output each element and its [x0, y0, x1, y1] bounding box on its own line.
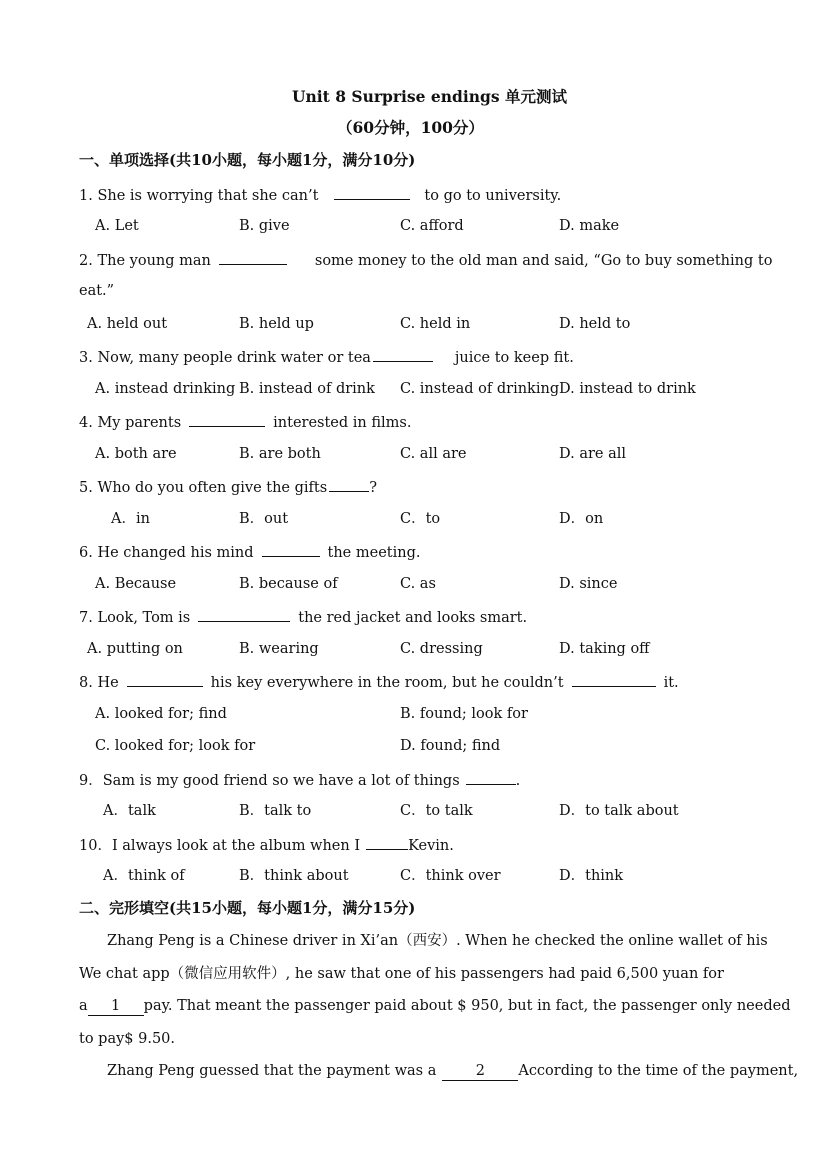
- answer-blank[interactable]: [466, 770, 516, 785]
- answer-blank[interactable]: [127, 672, 203, 687]
- option-a: A. looked for; find: [95, 706, 227, 722]
- question-10-text-end: Kevin.: [408, 838, 454, 854]
- question-5: [79, 477, 377, 497]
- question-4-text-end: interested in films.: [273, 415, 412, 431]
- question-4-text: 4. My parents: [79, 415, 182, 431]
- question-6: [79, 542, 420, 562]
- option-b: B. instead of drink: [239, 381, 375, 397]
- question-7-text: 7. Look, Tom is: [79, 610, 191, 626]
- passage-text: Zhang Peng guessed that the payment was a: [107, 1063, 437, 1079]
- option-c: C. afford: [400, 218, 464, 234]
- question-2: [79, 250, 772, 270]
- option-a: A. instead drinking: [95, 381, 236, 397]
- cloze-blank-2[interactable]: 2: [442, 1062, 518, 1081]
- question-2-text: 2. The young man: [79, 253, 211, 269]
- answer-blank[interactable]: [334, 185, 410, 200]
- option-d: D. found; find: [400, 738, 501, 754]
- cloze-blank-1[interactable]: 1: [88, 997, 144, 1016]
- question-8-text-mid: his key everywhere in the room, but he couldn’t: [210, 675, 564, 691]
- section-1-heading: 一、单项选择(共10小题，每小题1分，满分10分): [79, 151, 416, 169]
- option-a: A. Let: [95, 218, 139, 234]
- option-d: D. since: [559, 576, 618, 592]
- answer-blank[interactable]: [572, 672, 656, 687]
- option-c: C．think over: [400, 868, 501, 884]
- option-d: D. make: [559, 218, 620, 234]
- option-a: A．talk: [103, 803, 156, 819]
- question-9: [79, 770, 520, 790]
- question-8-text: 8. He: [79, 675, 119, 691]
- passage-line-4: to pay$ 9.50.: [79, 1031, 176, 1047]
- question-3-text-end: juice to keep fit.: [454, 350, 574, 366]
- option-c: C. all are: [400, 446, 467, 462]
- passage-text: pay. That meant the passenger paid about $ 950, but in fact, the passenger only needed: [143, 998, 791, 1014]
- page-title: Unit 8 Surprise endings 单元测试: [292, 87, 568, 106]
- answer-blank[interactable]: [262, 542, 320, 557]
- option-a: A．think of: [103, 868, 185, 884]
- question-10: [79, 835, 454, 855]
- section-2-heading: 二、完形填空(共15小题，每小题1分，满分15分): [79, 899, 416, 917]
- question-3: [79, 347, 574, 367]
- option-c: C．to talk: [400, 803, 473, 819]
- question-6-text: 6. He changed his mind: [79, 545, 254, 561]
- question-5-text: 5. Who do you often give the gifts: [79, 480, 328, 496]
- option-b: B. wearing: [239, 641, 319, 657]
- option-c: C. as: [400, 576, 436, 592]
- option-b: B. give: [239, 218, 290, 234]
- option-d: D. held to: [559, 316, 631, 332]
- option-d: D. taking off: [559, 641, 650, 657]
- page-subtitle: （60分钟，100分）: [337, 118, 484, 137]
- option-b: B．talk to: [239, 803, 312, 819]
- option-c: C. dressing: [400, 641, 483, 657]
- question-8: [79, 672, 679, 692]
- option-d: D．on: [559, 511, 604, 527]
- passage-text: a: [79, 998, 88, 1014]
- option-b: B. are both: [239, 446, 321, 462]
- option-a: A. putting on: [87, 641, 183, 657]
- question-7: [79, 607, 527, 627]
- passage-line-2: We chat app（微信应用软件）, he saw that one of his passengers had paid 6,500 yuan for: [79, 966, 724, 982]
- option-b: B. held up: [239, 316, 314, 332]
- option-c: C. instead of drinking: [400, 381, 560, 397]
- passage-line-3: [79, 997, 790, 1016]
- question-9-text-end: .: [515, 773, 521, 789]
- answer-blank[interactable]: [219, 250, 287, 265]
- option-a: A. Because: [95, 576, 177, 592]
- option-c: C．to: [400, 511, 441, 527]
- question-2-text-end: some money to the old man and said, “Go to buy something to: [314, 253, 773, 269]
- option-a: A. held out: [87, 316, 168, 332]
- passage-line-5: [107, 1062, 798, 1081]
- question-3-text: 3. Now, many people drink water or tea: [79, 350, 371, 366]
- question-9-text: 9．Sam is my good friend so we have a lot of things: [79, 773, 460, 789]
- option-d: D．think: [559, 868, 624, 884]
- passage-text: According to the time of the payment,: [518, 1063, 799, 1079]
- option-b: B. because of: [239, 576, 338, 592]
- option-d: D. instead to drink: [559, 381, 696, 397]
- option-b: B．think about: [239, 868, 349, 884]
- question-6-text-end: the meeting.: [327, 545, 421, 561]
- question-7-text-end: the red jacket and looks smart.: [298, 610, 528, 626]
- question-4: [79, 412, 411, 432]
- passage-line-1: Zhang Peng is a Chinese driver in Xi’an（西安）. When he checked the online wallet of his: [107, 933, 768, 949]
- answer-blank[interactable]: [373, 347, 433, 362]
- answer-blank[interactable]: [366, 835, 408, 850]
- question-1-text-end: to go to university.: [424, 188, 562, 204]
- question-1-text: 1. She is worrying that she can’t: [79, 188, 319, 204]
- option-a: A．in: [111, 511, 150, 527]
- answer-blank[interactable]: [198, 607, 290, 622]
- option-a: A. both are: [95, 446, 177, 462]
- question-5-text-end: ?: [369, 480, 377, 496]
- option-b: B. found; look for: [400, 706, 528, 722]
- question-10-text: 10．I always look at the album when I: [79, 838, 361, 854]
- option-d: D. are all: [559, 446, 627, 462]
- question-1: [79, 185, 561, 205]
- answer-blank[interactable]: [329, 477, 369, 492]
- option-c: C. looked for; look for: [95, 738, 256, 754]
- option-d: D．to talk about: [559, 803, 679, 819]
- answer-blank[interactable]: [189, 412, 265, 427]
- option-c: C. held in: [400, 316, 471, 332]
- option-b: B．out: [239, 511, 289, 527]
- question-8-text-end: it.: [663, 675, 679, 691]
- question-2-continuation: eat.”: [79, 283, 115, 299]
